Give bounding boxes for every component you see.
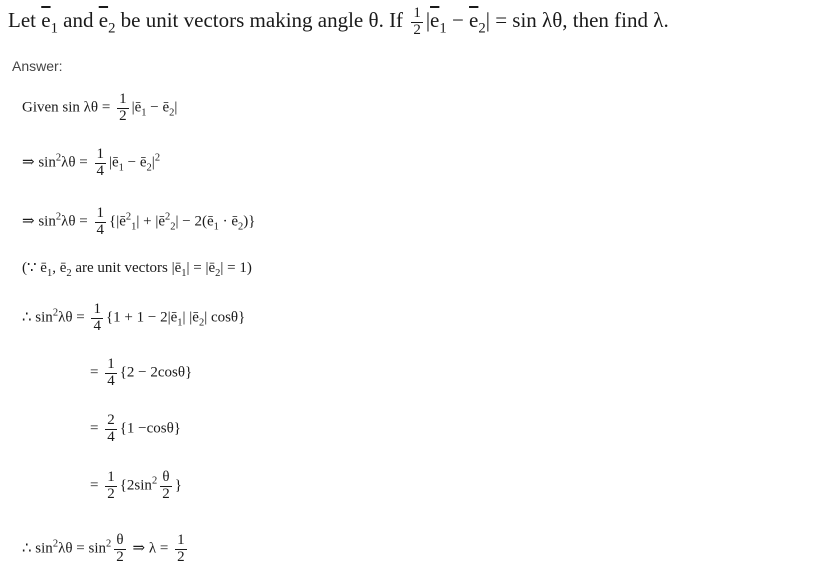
- fraction: [105, 470, 117, 503]
- step-text: |: [174, 99, 178, 116]
- numerator: 2: [107, 412, 115, 428]
- solution-step-6: [90, 357, 192, 390]
- step-text: | |ē: [182, 309, 199, 326]
- step-text: λθ =: [61, 213, 92, 230]
- denominator: 4: [107, 372, 115, 389]
- subscript: 2: [170, 221, 176, 233]
- step-text: (∵ ē: [22, 260, 47, 276]
- numerator: θ: [116, 532, 124, 548]
- step-text: {2 − 2cosθ}: [119, 364, 193, 381]
- fraction: [411, 6, 423, 39]
- step-text: | cosθ}: [204, 309, 246, 326]
- subscript: 1: [50, 20, 58, 37]
- subscript: 2: [478, 20, 486, 37]
- vector-e2: $\overline{e}$: [469, 8, 479, 33]
- step-text: λθ =: [61, 154, 92, 171]
- vector-e1: $\overline{e}$: [430, 8, 440, 33]
- step-text: {1 −cosθ}: [119, 420, 182, 437]
- numerator: 1: [119, 91, 127, 107]
- step-text: {1 + 1 − 2|ē: [105, 309, 178, 326]
- step-text: }: [174, 477, 182, 494]
- step-text: ⇒ sin: [22, 213, 56, 230]
- question-part: and: [57, 8, 99, 33]
- subscript: 1: [439, 20, 447, 37]
- superscript: 2: [165, 211, 171, 223]
- fraction: [117, 92, 129, 125]
- subscript: 2: [108, 20, 116, 37]
- step-text: are unit vectors |ē: [71, 260, 182, 276]
- question-part: Let: [8, 8, 42, 33]
- superscript: 2: [106, 538, 112, 550]
- superscript: 2: [151, 475, 158, 487]
- superscript: 2: [52, 538, 59, 550]
- step-text: − ē: [123, 154, 147, 171]
- subscript: 2: [215, 268, 221, 279]
- solution-step-1: [22, 92, 177, 125]
- subscript: 1: [213, 221, 219, 233]
- step-text: · ē: [218, 213, 239, 230]
- solution-step-9: [22, 533, 190, 566]
- subscript: 1: [141, 107, 147, 119]
- step-text: |: [151, 154, 155, 171]
- denominator: 2: [162, 485, 170, 502]
- numerator: 1: [413, 5, 421, 21]
- numerator: 1: [177, 532, 185, 548]
- numerator: 1: [96, 205, 104, 221]
- step-text: )}: [243, 213, 256, 230]
- fraction: [175, 533, 187, 566]
- step-text: |ē: [109, 154, 119, 171]
- denominator: 4: [96, 162, 104, 179]
- fraction: [95, 147, 107, 180]
- step-text: ∴ sin: [22, 540, 53, 557]
- numerator: 1: [107, 469, 115, 485]
- fraction: [91, 302, 103, 335]
- solution-step-4: [22, 258, 252, 278]
- question-text: [8, 6, 669, 39]
- step-text: λθ =: [58, 309, 89, 326]
- solution-step-8: [90, 470, 182, 503]
- step-text: | − 2(ē: [175, 213, 214, 230]
- superscript: 2: [52, 307, 59, 319]
- solution-step-7: [90, 413, 181, 446]
- denominator: 2: [116, 548, 124, 565]
- solution-step-5: [22, 302, 245, 335]
- question-part: be unit vectors making angle θ. If: [115, 8, 409, 33]
- denominator: 4: [107, 428, 115, 445]
- subscript: 2: [169, 107, 175, 119]
- question-part: = sin λθ, then find λ.: [489, 8, 669, 33]
- step-text: {2sin: [119, 477, 152, 494]
- subscript: 1: [181, 268, 187, 279]
- step-text: |ē: [131, 99, 142, 116]
- step-text: | + |ē: [136, 213, 165, 230]
- step-text: , ē: [52, 260, 67, 276]
- fraction: [114, 533, 126, 566]
- solution-step-3: [22, 206, 255, 239]
- denominator: 2: [119, 107, 127, 124]
- fraction: [105, 357, 117, 390]
- numerator: 1: [93, 301, 101, 317]
- step-text: − ē: [146, 99, 170, 116]
- superscript: 2: [55, 211, 62, 223]
- vector-e1: $\overline{e}$: [41, 8, 51, 33]
- step-text: {|ē: [109, 213, 126, 230]
- step-text: λθ = sin: [58, 540, 106, 557]
- denominator: 2: [107, 485, 115, 502]
- denominator: 2: [177, 548, 185, 565]
- numerator: 1: [107, 356, 115, 372]
- abs-bar: |: [485, 8, 490, 33]
- subscript: 2: [238, 221, 244, 233]
- superscript: 2: [55, 152, 62, 164]
- fraction: [160, 470, 172, 503]
- step-text: | = 1): [220, 260, 252, 276]
- step-text: ⇒ λ =: [128, 540, 173, 557]
- fraction: [95, 206, 107, 239]
- subscript: 1: [118, 162, 124, 174]
- subscript: 1: [177, 317, 183, 329]
- step-text: =: [90, 420, 103, 437]
- step-text: | = |ē: [186, 260, 216, 276]
- step-text: ∴ sin: [22, 309, 53, 326]
- numerator: θ: [162, 469, 170, 485]
- step-text: Given sin λθ =: [22, 99, 115, 116]
- answer-label: Answer:: [12, 58, 63, 74]
- subscript: 1: [131, 221, 137, 233]
- numerator: 1: [96, 146, 104, 162]
- solution-step-2: [22, 147, 160, 180]
- superscript: 2: [154, 152, 161, 164]
- fraction: [105, 413, 117, 446]
- superscript: 2: [125, 211, 132, 223]
- minus-sign: −: [446, 8, 470, 33]
- abs-bar: |: [425, 8, 431, 33]
- subscript: 2: [198, 317, 205, 329]
- vector-e2: $\overline{e}$: [98, 8, 109, 33]
- step-text: =: [90, 364, 103, 381]
- denominator: 2: [413, 21, 421, 38]
- subscript: 2: [66, 268, 72, 279]
- denominator: 4: [93, 317, 101, 334]
- step-text: ⇒ sin: [22, 154, 56, 171]
- denominator: 4: [96, 221, 104, 238]
- subscript: 2: [146, 162, 152, 174]
- subscript: 1: [46, 268, 53, 279]
- step-text: =: [90, 477, 103, 494]
